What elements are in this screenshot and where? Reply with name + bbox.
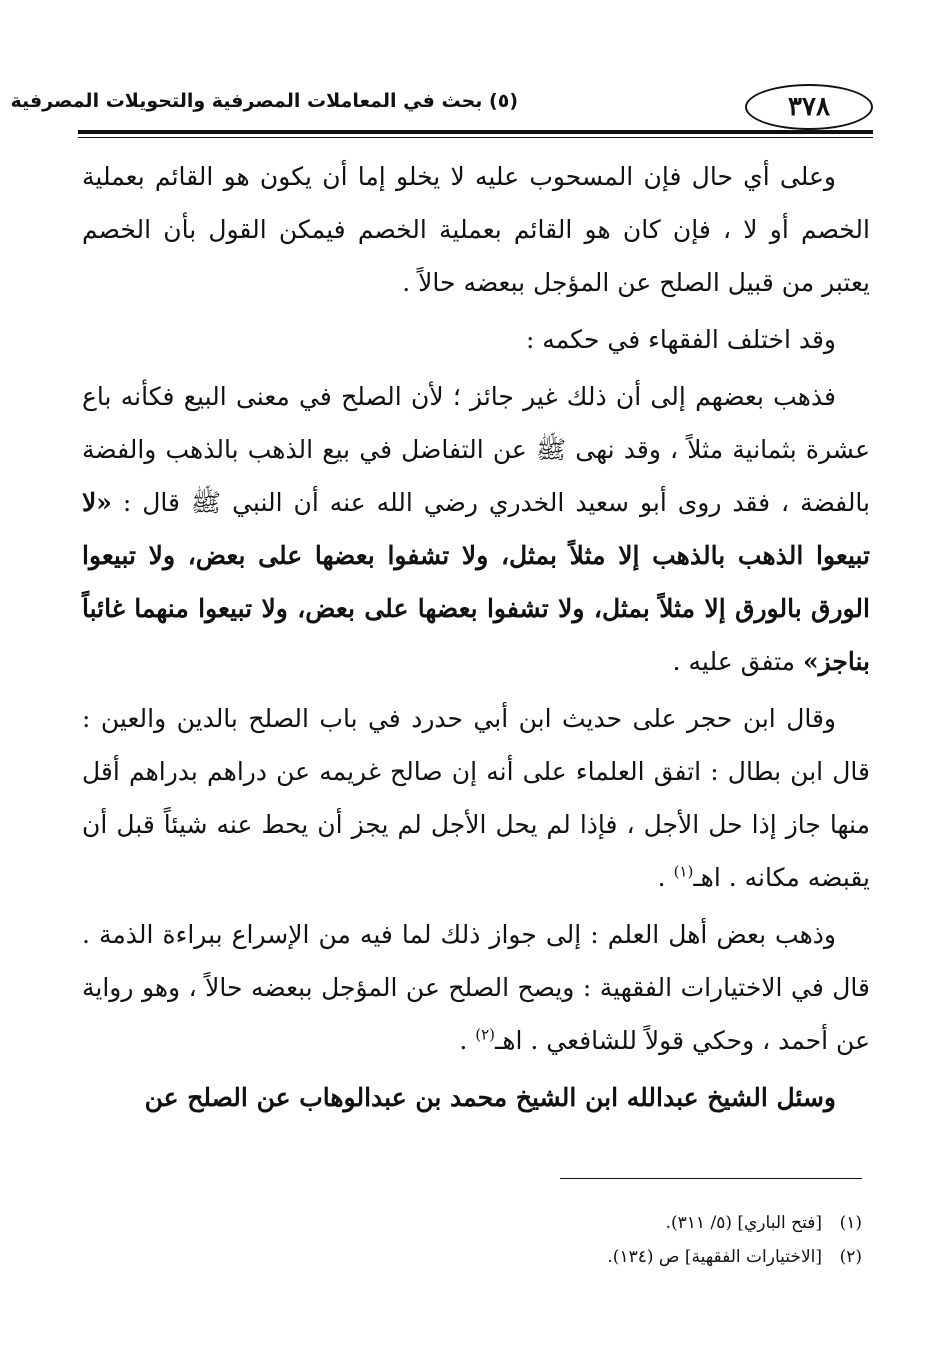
- hadith-attribution: متفق عليه .: [672, 647, 796, 676]
- footnote-1-number: (١): [839, 1213, 862, 1233]
- paragraph-4: [82, 692, 870, 904]
- paragraph-3: [82, 370, 870, 688]
- paragraph-5: [82, 908, 870, 1067]
- paragraph-3-intro: فذهب بعضهم إلى أن ذلك غير جائز ؛ لأن الصلح في معنى البيع فكأنه باع عشرة بثمانية مثلاً ، وقد نهى ﷺ عن التفاضل في بيع الذهب بالذهب والفضة بالفضة ، فقد روى أبو سعيد الخدري رضي الله عنه أن النبي ﷺ قال :: [82, 382, 871, 517]
- footnote-2-number: (٢): [839, 1247, 862, 1267]
- paragraph-5-end: .: [459, 1026, 476, 1055]
- page-number: ٣٧٨: [745, 84, 873, 130]
- hadith-quote: «لا تبيعوا الذهب بالذهب إلا مثلاً بمثل، ولا تشفوا بعضها على بعض، ولا تبيعوا الورق بالورق إلا مثلاً بمثل، ولا تشفوا بعضها على بعض، ولا تبيعوا منهما غائباً بناجز»: [82, 488, 870, 676]
- paragraph-6: وسئل الشيخ عبدالله ابن الشيخ محمد بن عبدالوهاب عن الصلح عن: [144, 1083, 836, 1112]
- footnote-1-text: [فتح الباري] (٥/ ٣١١).: [665, 1213, 822, 1233]
- paragraph-2: وقد اختلف الفقهاء في حكمه :: [525, 325, 836, 354]
- paragraph-4-end: .: [657, 863, 674, 892]
- footnote-1: [300, 1206, 862, 1240]
- header-rule-thick: [78, 130, 873, 134]
- paragraph-1: وعلى أي حال فإن المسحوب عليه لا يخلو إما أن يكون هو القائم بعملية الخصم أو لا ، فإن كان هو القائم بعملية الخصم فيمكن القول بأن الخصم يعتبر من قبيل الصلح عن المؤجل ببعضه حالاً .: [82, 162, 870, 297]
- footnote-2-text: [الاختيارات الفقهية] ص (١٣٤).: [607, 1247, 822, 1267]
- paragraph-4-text: وقال ابن حجر على حديث ابن أبي حدرد في باب الصلح بالدين والعين : قال ابن بطال : اتفق العلماء على أنه إن صالح غريمه عن دراهم بدراهم أقل منها جاز إذا حل الأجل ، فإذا لم يحل الأجل لم يجز أن يحط عنه شيئاً قبل أن يقبضه مكانه . اهـ: [82, 704, 870, 892]
- running-title: (٥) بحث في المعاملات المصرفية والتحويلات المصرفية: [10, 90, 518, 112]
- body-text: [82, 150, 870, 1128]
- footnotes: [300, 1206, 862, 1274]
- footnote-ref-2[interactable]: (٢): [475, 1025, 496, 1044]
- footnote-2: [300, 1240, 862, 1274]
- page-header: [10, 80, 873, 142]
- footnote-separator: [560, 1178, 862, 1179]
- footnote-ref-1[interactable]: (١): [673, 862, 694, 881]
- paragraph-5-text: وذهب بعض أهل العلم : إلى جواز ذلك لما فيه من الإسراع ببراءة الذمة . قال في الاختيارات الفقهية : ويصح الصلح عن المؤجل ببعضه حالاً ، وهو رواية عن أحمد ، وحكي قولاً للشافعي . اهـ: [82, 920, 870, 1055]
- header-rule-thin: [78, 137, 873, 138]
